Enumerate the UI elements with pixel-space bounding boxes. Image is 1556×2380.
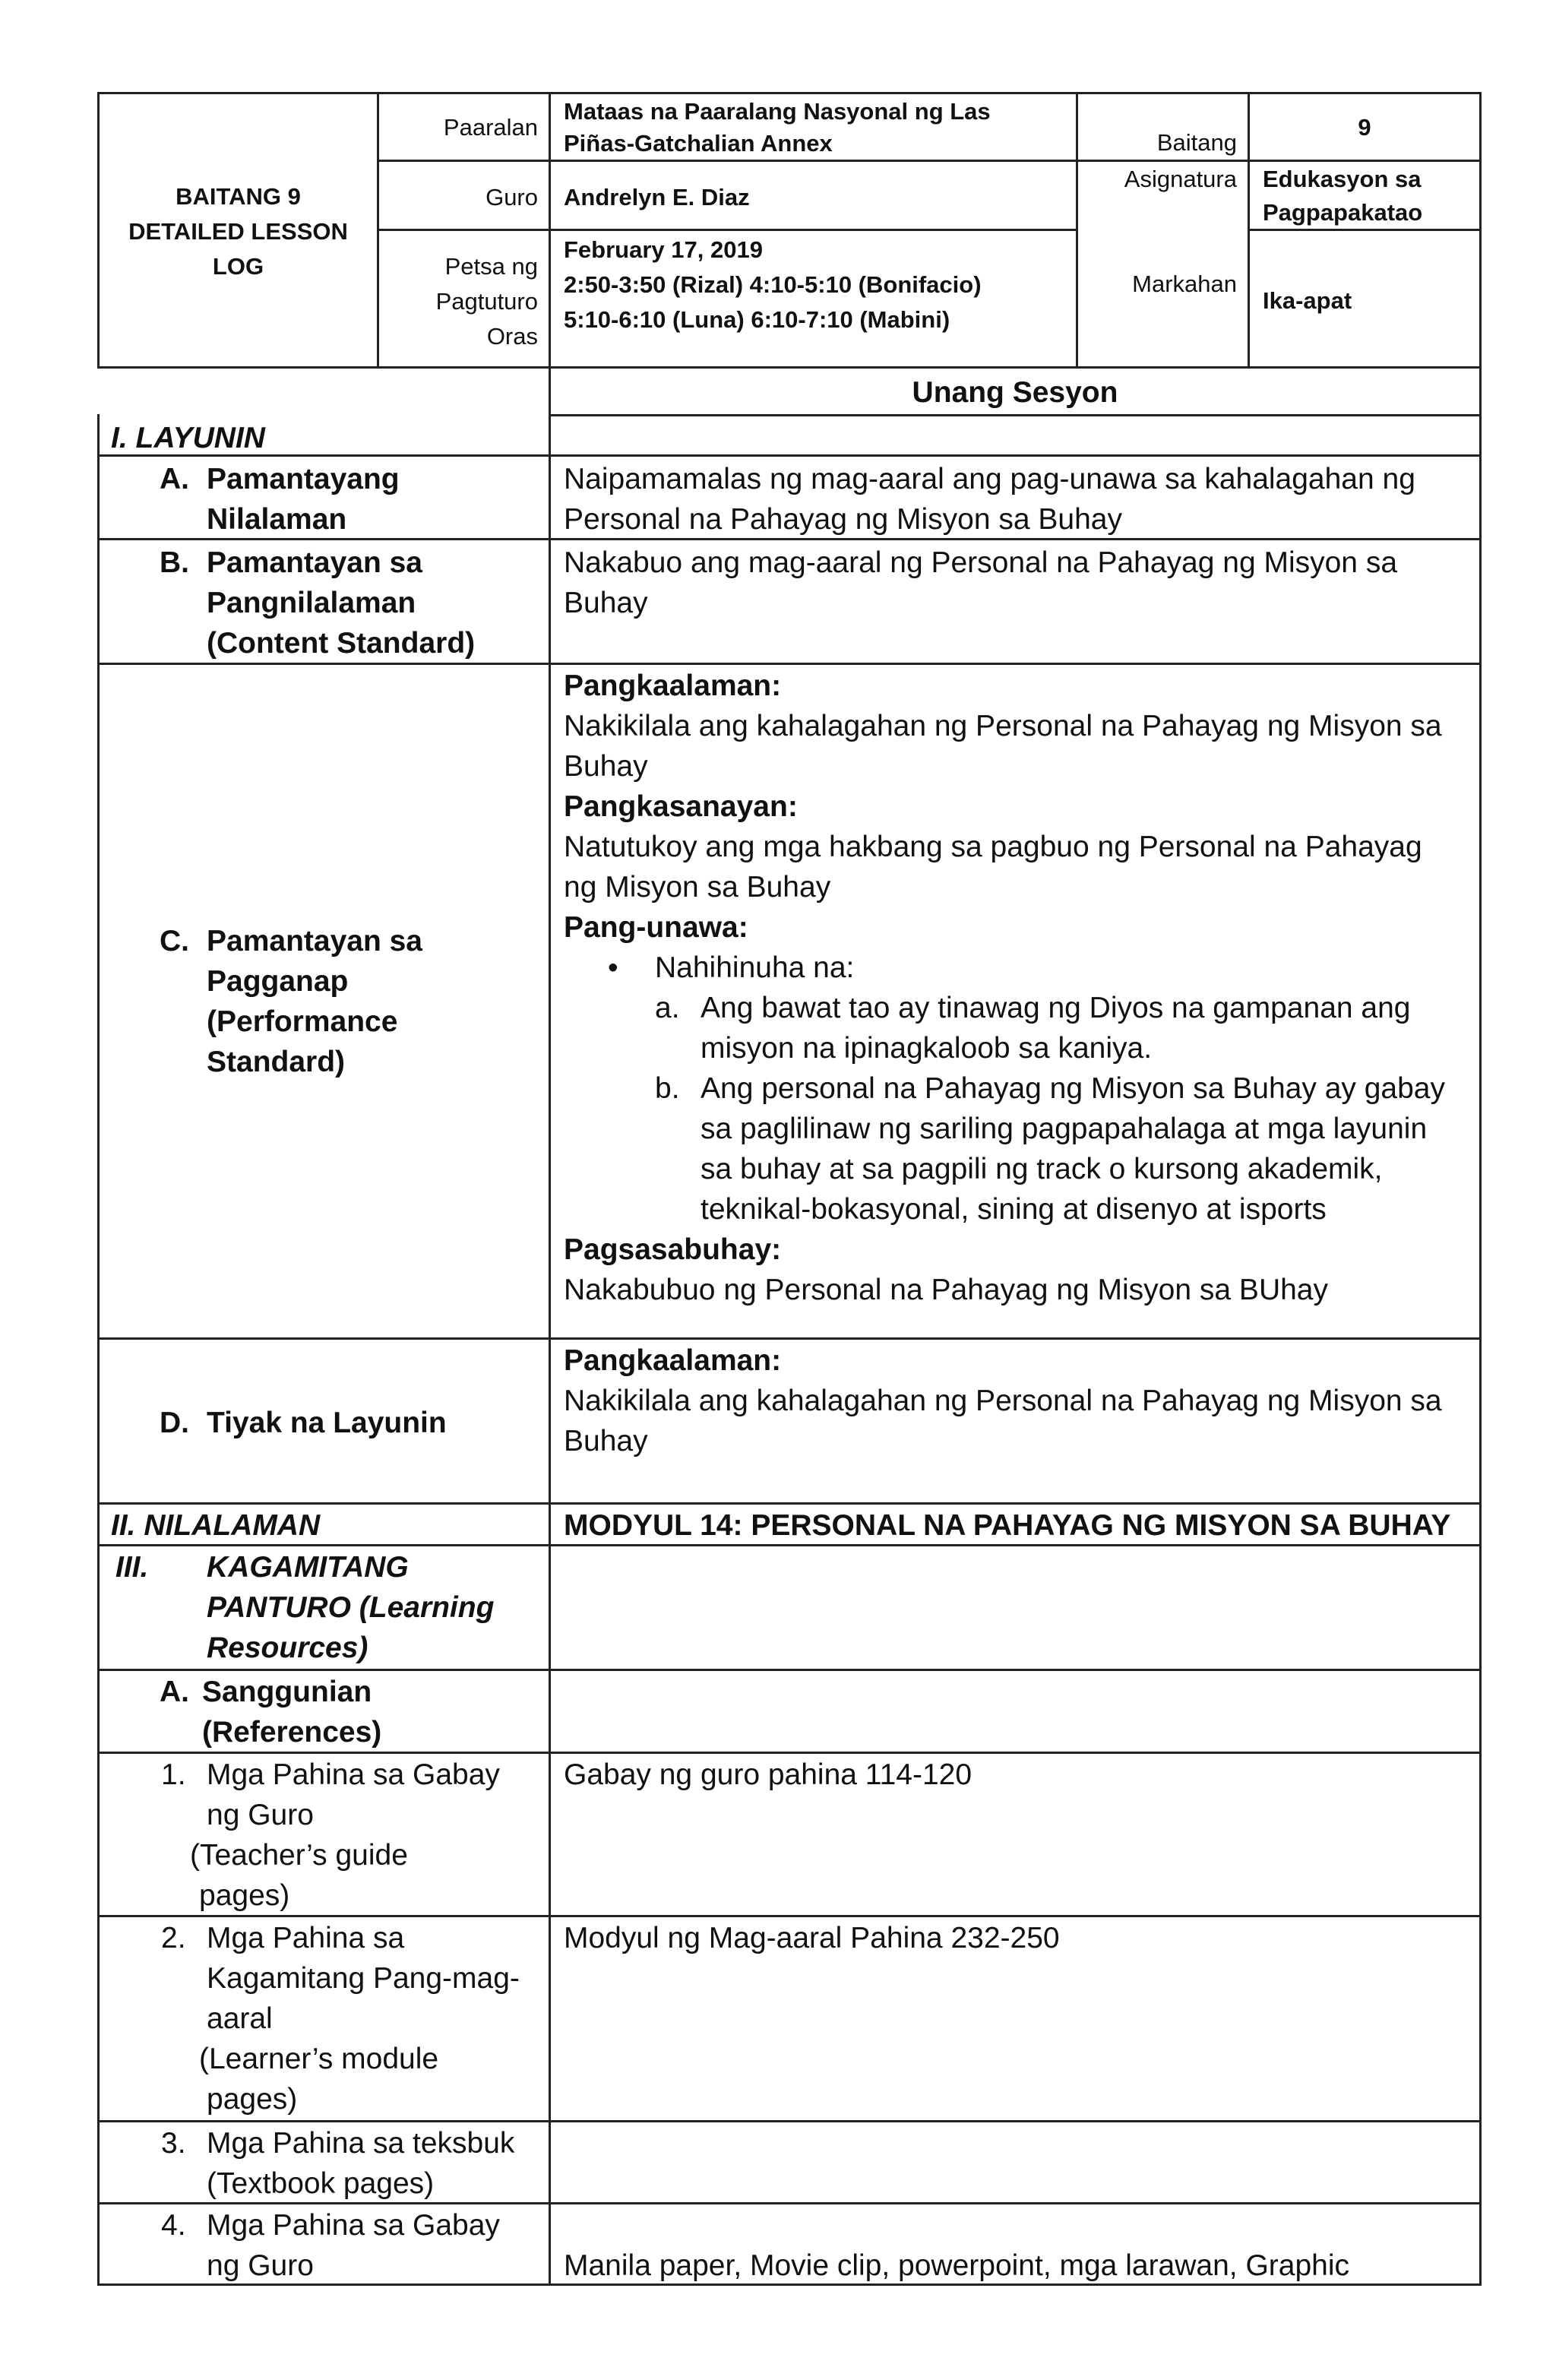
- paaralan-line: Mataas na Paaralang Nasyonal ng Las: [564, 98, 991, 125]
- rule: [97, 2120, 1482, 2122]
- value-line: Nakikilala ang kahalagahan ng Personal na Pahayag ng Misyon sa: [564, 1385, 1442, 1417]
- petsa-line: Oras: [486, 323, 538, 350]
- learners-module-label: [199, 1918, 541, 2119]
- item-letter: D.: [160, 1407, 189, 1439]
- label-line: Mga Pahina sa Gabay: [207, 2209, 500, 2242]
- asignatura-line: Edukasyon sa: [1263, 166, 1422, 192]
- value-line: Naipamamalas ng mag-aaral ang pag-unawa sa kahalagahan ng: [564, 463, 1415, 495]
- rule: [1479, 92, 1482, 369]
- petsa-date: February 17, 2019: [564, 236, 763, 263]
- value-line: Buhay: [564, 587, 648, 619]
- learners-module-value: Modyul ng Mag-aaral Pahina 232-250: [564, 1922, 1060, 1954]
- label-line: Mga Pahina sa Gabay: [207, 1758, 500, 1791]
- sanggunian-label: [202, 1672, 541, 1752]
- label-line: (Teacher’s guide: [190, 1839, 408, 1872]
- subheading-pang-unawa: Pang-unawa:: [564, 911, 748, 944]
- markahan-label: Markahan: [1132, 271, 1237, 297]
- markahan-value: Ika-apat: [1263, 287, 1352, 314]
- value-line: sa paglilinaw ng sariling pagpapahalaga at mga layunin: [701, 1112, 1428, 1145]
- title-line: DETAILED LESSON: [128, 218, 348, 245]
- list-item-a: [564, 988, 1472, 1068]
- subheading-pagsasabuhay: Pagsasabuhay:: [564, 1233, 782, 1266]
- petsa-value: [564, 233, 1074, 337]
- label-line: ng Guro: [207, 1799, 314, 1831]
- item4-label: [207, 2205, 541, 2286]
- label-line: Pamantayang: [207, 463, 400, 495]
- subheading-pangkasanayan: Pangkasanayan:: [564, 790, 798, 823]
- label-line: Standard): [207, 1046, 346, 1078]
- value-line: Ang bawat tao ay tinawag ng Diyos na gampanan ang: [701, 992, 1411, 1024]
- textbook-pages-label: [207, 2123, 541, 2204]
- value-line: Nakabubuo ng Personal na Pahayag ng Misyon sa BUhay: [564, 1274, 1328, 1306]
- guro-label: Guro: [485, 184, 538, 210]
- label-line: Pangnilalaman: [207, 587, 416, 619]
- content-standard-value: [564, 543, 1472, 623]
- item4-value: Manila paper, Movie clip, powerpoint, mga larawan, Graphic: [564, 2249, 1350, 2282]
- label-line: Sanggunian: [202, 1676, 372, 1708]
- bullet-item: [564, 948, 1472, 988]
- rule: [377, 92, 379, 369]
- rule: [97, 366, 1482, 369]
- rule: [97, 1669, 1482, 1671]
- item-number: 3.: [161, 2127, 186, 2160]
- guro-value: Andrelyn E. Diaz: [564, 184, 750, 210]
- teachers-guide-label: [190, 1755, 541, 1916]
- title-line: BAITANG 9: [176, 183, 301, 210]
- item-number: 2.: [161, 1922, 186, 1954]
- tiyak-na-layunin-value: [564, 1340, 1472, 1461]
- performance-standard-label: [207, 921, 541, 1082]
- label-line: Kagamitang Pang-mag-: [207, 1962, 520, 1995]
- baitang-label: Baitang: [1156, 129, 1237, 156]
- performance-standard-value: [564, 666, 1472, 1310]
- pamantayang-nilalaman-label: [207, 459, 541, 540]
- value-line: Natutukoy ang mga hakbang sa pagbuo ng Personal na Pahayag: [564, 831, 1422, 863]
- petsa-schedule: 5:10-6:10 (Luna) 6:10-7:10 (Mabini): [564, 306, 950, 333]
- value-line: Personal na Pahayag ng Misyon sa Buhay: [564, 503, 1122, 536]
- kagamitan-numeral: III.: [115, 1551, 149, 1584]
- label-line: Mga Pahina sa teksbuk: [207, 2127, 515, 2160]
- label-line: aaral: [207, 2002, 273, 2035]
- label-line: Pagganap: [207, 965, 349, 998]
- nilalaman-value: MODYUL 14: PERSONAL NA PAHAYAG NG MISYON SA BUHAY: [564, 1509, 1451, 1542]
- rule: [377, 160, 1482, 162]
- layunin-heading: I. LAYUNIN: [111, 422, 265, 454]
- heading-line: Resources): [207, 1632, 368, 1664]
- label-line: Mga Pahina sa: [207, 1922, 405, 1954]
- rule: [549, 366, 551, 2286]
- value-line: ng Misyon sa Buhay: [564, 871, 831, 904]
- label-line: (Learner’s module: [199, 2043, 439, 2075]
- petsa-label: [380, 249, 538, 354]
- label-line: (Content Standard): [207, 627, 476, 660]
- petsa-line: Petsa ng: [444, 253, 538, 280]
- paaralan-label: Paaralan: [443, 114, 538, 141]
- baitang-value: 9: [1358, 114, 1371, 141]
- value-line: misyon na ipinagkaloob sa kaniya.: [701, 1032, 1153, 1065]
- subheading-pangkaalaman: Pangkaalaman:: [564, 1344, 782, 1377]
- rule: [1076, 92, 1078, 369]
- pamantayang-nilalaman-value: [564, 459, 1472, 540]
- asignatura-label: Asignatura: [1124, 166, 1237, 192]
- label-line: (Performance: [207, 1005, 398, 1038]
- item-letter: C.: [160, 925, 189, 957]
- session-title: Unang Sesyon: [912, 376, 1118, 409]
- heading-line: KAGAMITANG: [207, 1551, 409, 1584]
- label-line: pages): [207, 2083, 298, 2116]
- rule: [1479, 366, 1482, 2286]
- rule: [97, 92, 1482, 94]
- content-standard-label: [207, 543, 541, 663]
- bullet-text: Nahihinuha na:: [655, 951, 855, 984]
- subheading-pangkaalaman: Pangkaalaman:: [564, 669, 782, 702]
- value-line: Buhay: [564, 750, 648, 783]
- rule: [377, 229, 1076, 231]
- label-line: Pamantayan sa: [207, 925, 422, 957]
- value-line: Ang personal na Pahayag ng Misyon sa Buhay ay gabay: [701, 1072, 1445, 1105]
- item-number: 4.: [161, 2209, 186, 2242]
- label-line: (References): [202, 1716, 382, 1749]
- rule: [549, 414, 1482, 416]
- value-line: Buhay: [564, 1425, 648, 1457]
- kagamitan-heading: [207, 1547, 541, 1668]
- list-item-b: [564, 1068, 1472, 1230]
- rule: [97, 1502, 1482, 1505]
- item-letter: A.: [160, 463, 189, 495]
- bullet-icon: •: [608, 951, 618, 984]
- rule: [549, 92, 551, 369]
- value-line: Nakabuo ang mag-aaral ng Personal na Pahayag ng Misyon sa: [564, 546, 1398, 579]
- asignatura-line: Pagpapakatao: [1263, 199, 1423, 226]
- label-line: Nilalaman: [207, 503, 347, 536]
- label-line: pages): [199, 1879, 290, 1912]
- heading-line: PANTURO (Learning: [207, 1591, 495, 1624]
- lesson-log-title: [100, 179, 377, 284]
- item-number: 1.: [161, 1758, 186, 1791]
- rule: [97, 1337, 1482, 1340]
- item-letter: B.: [160, 546, 189, 579]
- tiyak-na-layunin-label: Tiyak na Layunin: [207, 1407, 447, 1439]
- paaralan-line: Piñas-Gatchalian Annex: [564, 130, 833, 157]
- paaralan-value: [564, 96, 1073, 160]
- item-letter: A.: [160, 1676, 189, 1708]
- asignatura-value: [1263, 163, 1477, 229]
- nilalaman-heading: II. NILALAMAN: [111, 1509, 321, 1542]
- petsa-schedule: 2:50-3:50 (Rizal) 4:10-5:10 (Bonifacio): [564, 271, 982, 298]
- value-line: teknikal-bokasyonal, sining at disenyo at isports: [701, 1193, 1327, 1226]
- label-line: (Textbook pages): [207, 2167, 435, 2200]
- list-mark: b.: [655, 1072, 680, 1105]
- title-line: LOG: [212, 253, 264, 280]
- list-mark: a.: [655, 992, 680, 1024]
- petsa-line: Pagtuturo: [435, 288, 538, 315]
- rule: [97, 414, 100, 2286]
- label-line: Pamantayan sa: [207, 546, 422, 579]
- value-line: sa buhay at sa pagpili ng track o kursong akademik,: [701, 1153, 1383, 1185]
- teachers-guide-value: Gabay ng guro pahina 114-120: [564, 1758, 972, 1791]
- label-line: ng Guro: [207, 2249, 314, 2282]
- value-line: Nakikilala ang kahalagahan ng Personal na Pahayag ng Misyon sa: [564, 710, 1442, 742]
